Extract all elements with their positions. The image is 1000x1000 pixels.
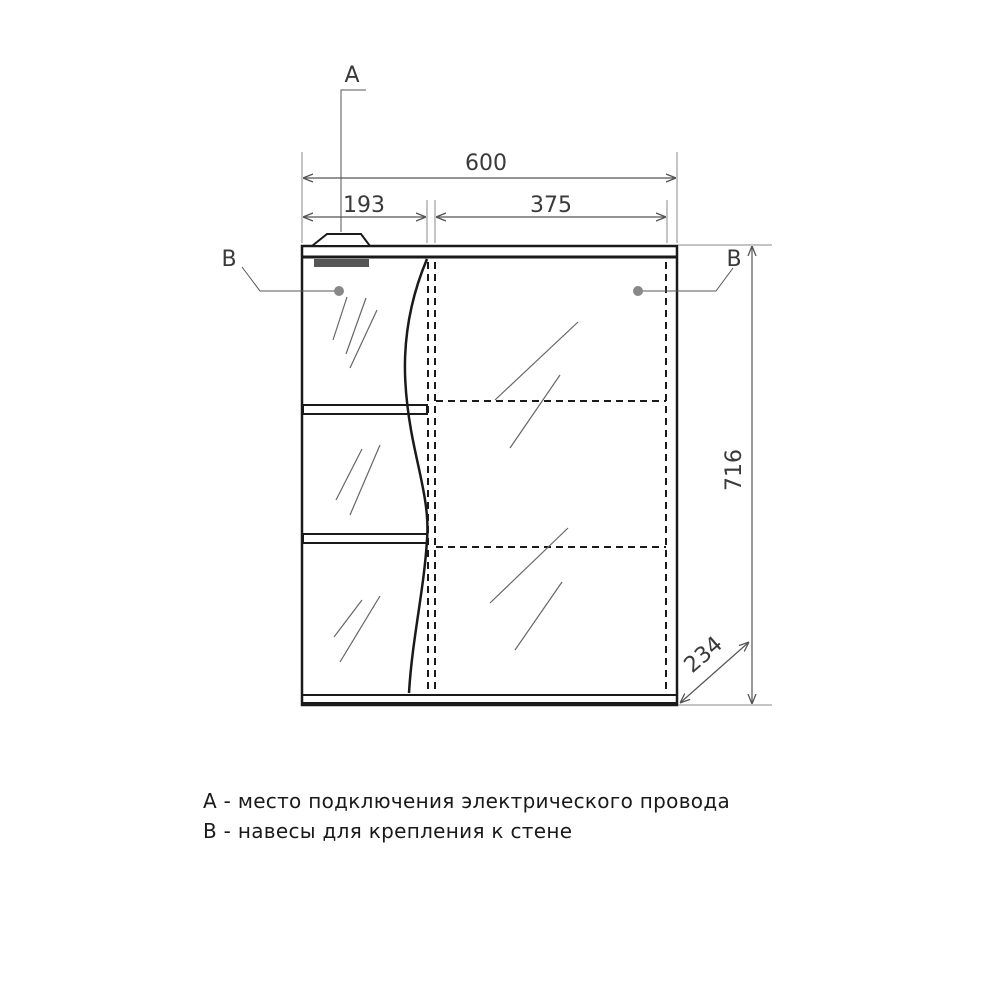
dimension-right-width [435, 193, 667, 243]
callout-b-left [221, 247, 344, 296]
legend-line-b: В - навесы для крепления к стене [203, 819, 573, 843]
dimension-left-width [303, 193, 427, 243]
callout-b-right-label: B [726, 247, 742, 272]
dimension-total-width-label: 600 [465, 151, 507, 176]
callout-b-right [633, 247, 742, 296]
legend-line-a: А - место подключения электрического провода [203, 789, 731, 813]
callout-a-label: A [344, 63, 360, 88]
dimension-depth-label: 234 [679, 631, 728, 679]
light-fixture-icon [312, 234, 370, 267]
cabinet-body [302, 246, 677, 705]
dimension-height [678, 245, 772, 705]
hanger-right-icon [633, 286, 643, 296]
left-shelves [303, 405, 427, 543]
door-dashed-edges [428, 262, 666, 692]
callout-b-left-label: B [221, 247, 237, 272]
dimension-left-width-label: 193 [343, 193, 385, 218]
curved-side-panel [405, 259, 428, 693]
dimension-height-label: 716 [722, 449, 747, 491]
legend [203, 786, 730, 846]
hanger-left-icon [334, 286, 344, 296]
dimension-right-width-label: 375 [530, 193, 572, 218]
dimension-depth [680, 632, 749, 703]
mirror-reflections [333, 297, 578, 662]
